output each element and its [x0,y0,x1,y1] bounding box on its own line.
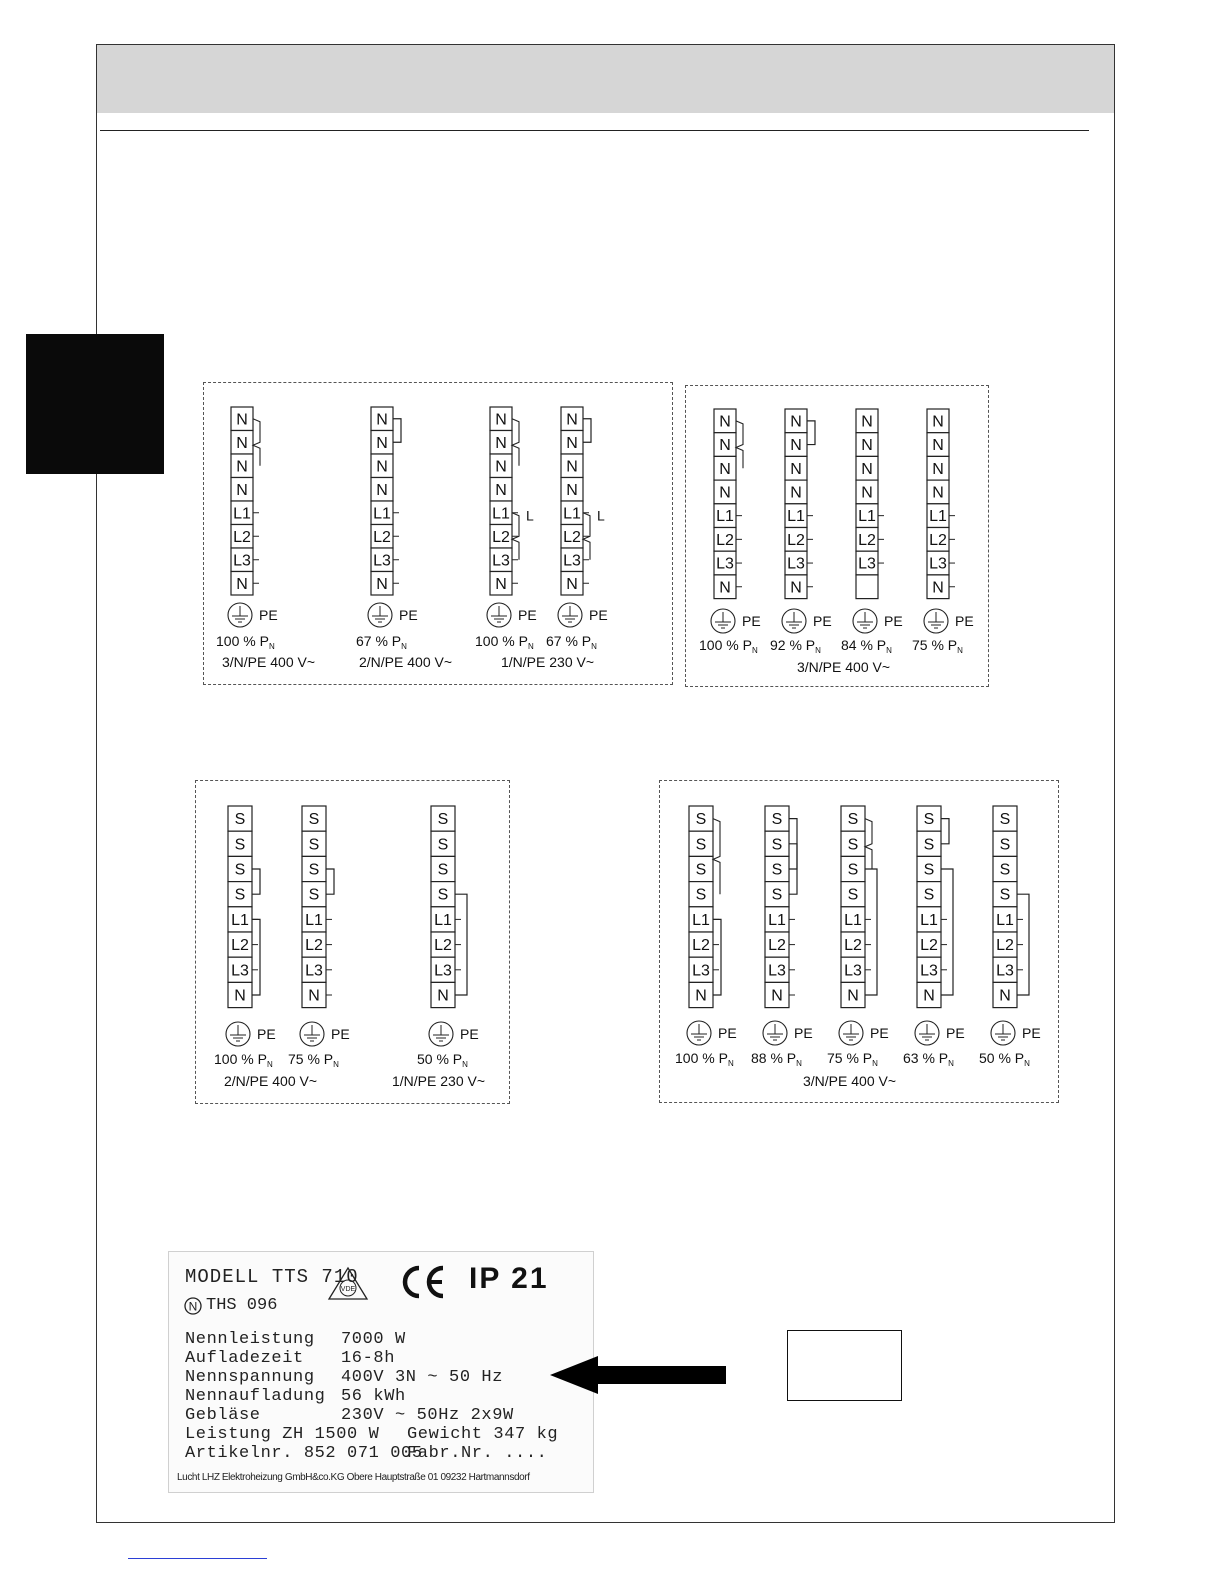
supply-label: 3/N/PE 400 V~ [803,1073,897,1089]
terminal-strip [699,409,761,655]
terminal-label: S [847,836,859,854]
power-percent-label: 75 % $P_N$ [827,1050,878,1068]
power-percent-label: 100 % $P_N$ [699,637,758,655]
terminal-label: N [932,460,944,478]
wiring-diagram-1 [203,382,673,685]
nameplate-footer: Lucht LHZ Elektroheizung GmbH&co.KG Obere Hauptstraße 01 09232 Hartmannsdorf [177,1472,530,1483]
nameplate-row-label: Nennleistung [185,1330,315,1349]
earth-ground-icon [368,603,392,627]
earth-ground-icon [687,1021,711,1045]
nameplate-row-label: Nennaufladung [185,1387,326,1406]
terminal-label: N [932,413,944,431]
terminal-label: S [695,836,707,854]
pe-label: PE [1022,1025,1041,1041]
terminal-label: S [234,886,246,904]
terminal-label: L1 [996,911,1014,929]
terminal-label: N [308,987,320,1005]
nameplate-row-value: Fabr.Nr. .... [407,1444,548,1463]
terminal-label: L2 [434,937,452,955]
terminal-label: S [234,811,246,829]
earth-ground-icon [763,1021,787,1045]
terminal-label: L3 [716,555,734,573]
terminal-label: L1 [563,505,581,523]
terminal-label: N [719,484,731,502]
terminal-label: N [376,411,388,429]
terminal-label: N [932,437,944,455]
terminal-label: S [923,811,935,829]
terminal-label: L2 [996,937,1014,955]
n-circle-icon [183,1296,203,1316]
earth-ground-icon [924,609,948,633]
terminal-strip [903,806,965,1068]
earth-ground-icon [991,1021,1015,1045]
terminal-label: S [999,886,1011,904]
terminal-label: S [437,861,449,879]
pe-label: PE [884,613,903,629]
terminal-label: L2 [716,531,734,549]
supply-label: 1/N/PE 230 V~ [501,654,595,670]
terminal-label: N [566,458,578,476]
terminal-label: L3 [929,555,947,573]
terminal-label: S [847,861,859,879]
pe-label: PE [870,1025,889,1041]
nameplate-row-label: Leistung ZH 1500 W [185,1425,380,1444]
terminal-label: S [308,886,320,904]
terminal-label: N [771,987,783,1005]
earth-ground-icon [558,603,582,627]
pe-label: PE [718,1025,737,1041]
terminal-label: L2 [920,937,938,955]
nameplate-row-value: 16-8h [341,1349,396,1368]
terminal-label: S [771,861,783,879]
terminal-strip [216,407,278,651]
pe-label: PE [331,1026,350,1042]
terminal-label: S [999,811,1011,829]
terminal-label: N [236,458,248,476]
wiring-diagram-2-svg [686,386,990,688]
terminal-strip [356,407,418,651]
terminal-label: N [566,434,578,452]
terminal-label: L2 [373,528,391,546]
terminal-label: S [308,811,320,829]
power-percent-label: 100 % $P_N$ [675,1050,734,1068]
nameplate-model: MODELL TTS 710 [185,1266,359,1288]
arrow-left-icon [550,1356,727,1394]
terminal-label: L3 [373,552,391,570]
terminal-label: S [771,811,783,829]
pe-label: PE [794,1025,813,1041]
power-percent-label: 67 % $P_N$ [356,633,407,651]
terminal-label: L2 [231,937,249,955]
terminal-label: N [566,411,578,429]
terminal-label: S [771,886,783,904]
terminal-label: L1 [858,508,876,526]
terminal-label: N [932,484,944,502]
power-percent-label: 84 % $P_N$ [841,637,892,655]
type-nameplate [168,1251,594,1493]
terminal-label: S [437,886,449,904]
side-tab-marker [26,334,164,474]
terminal-label: S [695,811,707,829]
wiring-diagram-3-svg [196,781,511,1105]
terminal-label: L3 [692,962,710,980]
terminal-label: N [695,987,707,1005]
terminal-label: N [495,481,507,499]
power-percent-label: 75 % $P_N$ [912,637,963,655]
terminal-label: L2 [563,528,581,546]
power-percent-label: 75 % $P_N$ [288,1051,339,1069]
pe-label: PE [518,607,537,623]
terminal-label: S [923,886,935,904]
empty-field-box [787,1330,902,1401]
nameplate-ths: THS 096 [206,1296,278,1315]
terminal-label: S [234,861,246,879]
terminal-label: L1 [920,911,938,929]
terminal-label: L1 [231,911,249,929]
earth-ground-icon [300,1022,324,1046]
terminal-strip [841,409,903,655]
terminal-label: N [861,484,873,502]
terminal-strip [546,407,608,651]
terminal-strip [475,407,537,651]
pe-label: PE [742,613,761,629]
earth-ground-icon [853,609,877,633]
terminal-label: N [932,579,944,597]
terminal-label: N [719,413,731,431]
terminal-label: L1 [692,911,710,929]
terminal-label: N [861,413,873,431]
pe-label: PE [259,607,278,623]
terminal-label: N [861,460,873,478]
terminal-label: N [847,987,859,1005]
terminal-label: N [236,575,248,593]
terminal-label: L1 [787,508,805,526]
terminal-label: L3 [434,962,452,980]
terminal-label: L2 [233,528,251,546]
terminal-label: S [923,861,935,879]
terminal-label: N [719,460,731,478]
header-rule [100,130,1089,131]
terminal-label: S [923,836,935,854]
terminal-label: L2 [787,531,805,549]
svg-text:N: N [188,1299,198,1314]
terminal-label: L1 [929,508,947,526]
terminal-label: L2 [858,531,876,549]
terminal-label: L1 [844,911,862,929]
terminal-label: S [437,836,449,854]
pe-label: PE [589,607,608,623]
terminal-label: S [234,836,246,854]
terminal-label: L2 [768,937,786,955]
pe-label: PE [257,1026,276,1042]
terminal-label: L3 [492,552,510,570]
ip-rating: IP 21 [469,1262,549,1295]
ce-mark-icon [395,1262,449,1302]
pe-label: PE [955,613,974,629]
pe-label: PE [460,1026,479,1042]
terminal-label: L3 [858,555,876,573]
bridge-label: L [526,507,534,524]
terminal-label: N [437,987,449,1005]
terminal-strip [751,806,813,1068]
terminal-label: N [790,579,802,597]
bridge-label: L [597,507,605,524]
pe-label: PE [399,607,418,623]
supply-label: 3/N/PE 400 V~ [222,654,316,670]
terminal-label: S [847,811,859,829]
terminal-label: N [861,437,873,455]
nameplate-row-value: 400V 3N ~ 50 Hz [341,1368,504,1387]
supply-label: 2/N/PE 400 V~ [359,654,453,670]
terminal-label: N [719,579,731,597]
terminal-label: S [999,861,1011,879]
terminal-label: N [376,434,388,452]
terminal-label: N [719,437,731,455]
terminal-label: L1 [716,508,734,526]
power-percent-label: 63 % $P_N$ [903,1050,954,1068]
nameplate-row-value: 230V ~ 50Hz 2x9W [341,1406,514,1425]
terminal-strip [417,806,479,1069]
terminal-label: N [234,987,246,1005]
vde-mark-icon [327,1266,369,1302]
terminal-strip [770,409,832,655]
terminal-label: N [376,575,388,593]
wiring-diagram-4-svg [660,781,1060,1104]
terminal-label: N [566,481,578,499]
header-bar [97,45,1114,113]
terminal-label: S [771,836,783,854]
earth-ground-icon [228,603,252,627]
terminal-label: L1 [373,505,391,523]
power-percent-label: 50 % $P_N$ [979,1050,1030,1068]
terminal-label: N [923,987,935,1005]
terminal-label: N [790,413,802,431]
earth-ground-icon [487,603,511,627]
terminal-label: S [847,886,859,904]
pe-label: PE [946,1025,965,1041]
nameplate-row-label: Gebläse [185,1406,261,1425]
terminal-label: N [495,434,507,452]
earth-ground-icon [429,1022,453,1046]
earth-ground-icon [226,1022,250,1046]
terminal-label: N [236,434,248,452]
terminal-label: L3 [996,962,1014,980]
nameplate-row-value: 56 kWh [341,1387,406,1406]
terminal-label: S [308,861,320,879]
terminal-label: N [376,481,388,499]
terminal-label: L1 [492,505,510,523]
terminal-label: S [695,861,707,879]
vde-mark-text: VDE [340,1286,356,1293]
terminal-label: N [790,437,802,455]
terminal-label: L2 [492,528,510,546]
footer-link-line [128,1558,267,1559]
terminal-cell [856,575,878,599]
terminal-label: S [308,836,320,854]
wiring-diagram-2 [685,385,989,687]
terminal-label: L2 [929,531,947,549]
power-percent-label: 100 % $P_N$ [216,633,275,651]
terminal-label: L3 [563,552,581,570]
pe-label: PE [813,613,832,629]
terminal-label: L3 [305,962,323,980]
terminal-label: N [236,481,248,499]
nameplate-row-label: Aufladezeit [185,1349,304,1368]
terminal-label: N [999,987,1011,1005]
power-percent-label: 100 % $P_N$ [214,1051,273,1069]
nameplate-row-label: Artikelnr. 852 071 005 [185,1444,423,1463]
earth-ground-icon [782,609,806,633]
terminal-strip [827,806,889,1068]
wiring-diagram-4 [659,780,1059,1103]
earth-ground-icon [839,1021,863,1045]
wiring-diagram-3 [195,780,510,1104]
terminal-label: L3 [844,962,862,980]
terminal-label: N [495,411,507,429]
terminal-label: L2 [305,937,323,955]
power-percent-label: 88 % $P_N$ [751,1050,802,1068]
terminal-label: N [495,575,507,593]
earth-ground-icon [915,1021,939,1045]
terminal-label: L3 [920,962,938,980]
earth-ground-icon [711,609,735,633]
supply-label: 2/N/PE 400 V~ [224,1073,318,1089]
terminal-label: L3 [233,552,251,570]
terminal-label: L3 [787,555,805,573]
terminal-label: S [999,836,1011,854]
terminal-strip [675,806,737,1068]
terminal-label: N [790,484,802,502]
power-percent-label: 100 % $P_N$ [475,633,534,651]
terminal-label: S [695,886,707,904]
terminal-label: N [495,458,507,476]
terminal-strip [214,806,276,1069]
power-percent-label: 50 % $P_N$ [417,1051,468,1069]
nameplate-row-value: Gewicht 347 kg [407,1425,559,1444]
terminal-label: N [236,411,248,429]
terminal-label: L3 [768,962,786,980]
terminal-label: N [376,458,388,476]
supply-label: 3/N/PE 400 V~ [797,659,891,675]
terminal-label: L3 [231,962,249,980]
terminal-strip [979,806,1041,1068]
terminal-label: L2 [692,937,710,955]
terminal-label: L1 [768,911,786,929]
terminal-label: L2 [844,937,862,955]
wiring-diagram-1-svg [204,383,674,686]
terminal-label: N [566,575,578,593]
nameplate-row-value: 7000 W [341,1330,406,1349]
terminal-label: L1 [233,505,251,523]
terminal-label: S [437,811,449,829]
terminal-label: L1 [305,911,323,929]
terminal-label: N [790,460,802,478]
terminal-strip [912,409,974,655]
nameplate-row-label: Nennspannung [185,1368,315,1387]
supply-label: 1/N/PE 230 V~ [392,1073,486,1089]
power-percent-label: 92 % $P_N$ [770,637,821,655]
power-percent-label: 67 % $P_N$ [546,633,597,651]
terminal-strip [288,806,350,1069]
terminal-label: L1 [434,911,452,929]
